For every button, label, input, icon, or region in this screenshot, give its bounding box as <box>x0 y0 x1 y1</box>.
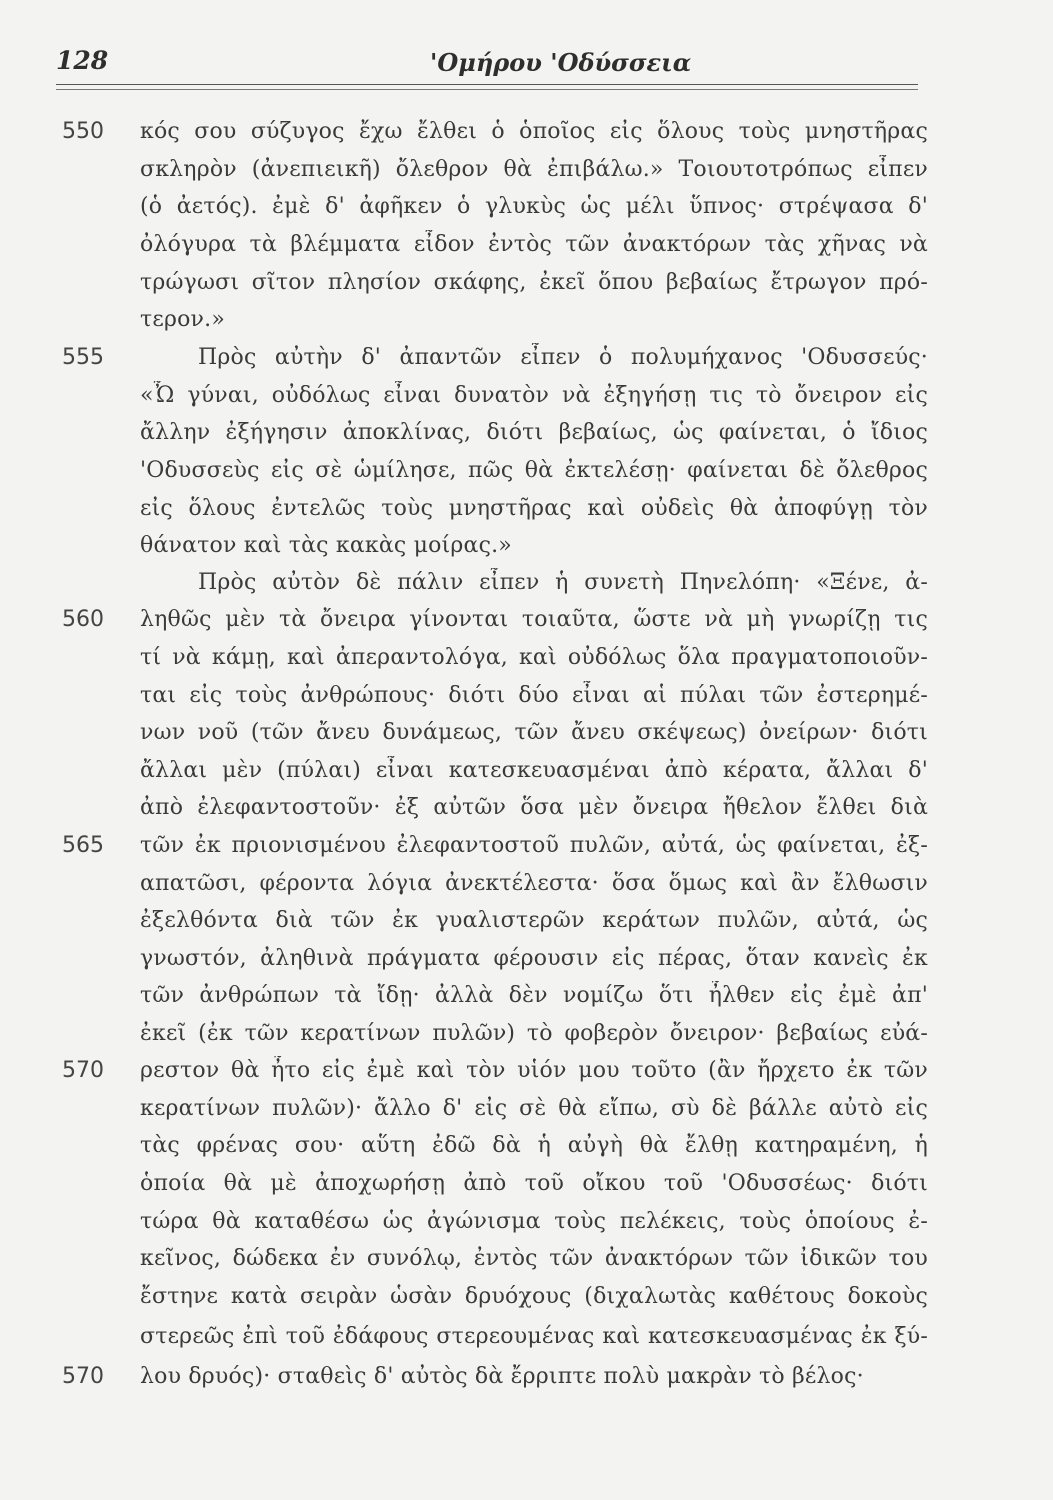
line-number: 550 <box>62 119 104 144</box>
text-line: ὀλόγυρα τὰ βλέμματα εἶδον ἐντὸς τῶν ἀνακτόρων τὰς χῆνας νὰ <box>140 232 928 257</box>
text-line: κερατίνων πυλῶν)· ἄλλο δ' εἰς σὲ θὰ εἴπω, σὺ δὲ βάλλε αὐτὸ εἰς <box>140 1096 928 1121</box>
text-line: ἔστηνε κατὰ σειρὰν ὡσὰν δρυόχους (διχαλωτὰς καθέτους δοκοὺς <box>140 1284 928 1309</box>
line-number: 565 <box>62 833 104 858</box>
text-line: τῶν ἐκ πριονισμένου ἐλεφαντοστοῦ πυλῶν, αὐτά, ὡς φαίνεται, ἐξ- <box>140 833 928 858</box>
text-line: ται εἰς τοὺς ἀνθρώπους· διότι δύο εἶναι αἱ πύλαι τῶν ἐστερημέ- <box>140 683 928 708</box>
text-line: τώρα θὰ καταθέσω ὡς ἀγώνισμα τοὺς πελέκεις, τοὺς ὁποίους ἐ- <box>140 1209 928 1234</box>
text-line: τῶν ἀνθρώπων τὰ ἴδῃ· ἀλλὰ δὲν νομίζω ὅτι ἦλθεν εἰς ἐμὲ ἀπ' <box>140 983 928 1008</box>
text-line: λου δρυός)· σταθεὶς δ' αὐτὸς δὰ ἔρριπτε πολὺ μακρὰν τὸ βέλος· <box>140 1364 864 1389</box>
text-line: ὁποία θὰ μὲ ἀποχωρήσῃ ἀπὸ τοῦ οἴκου τοῦ 'Οδυσσέως· διότι <box>140 1171 928 1196</box>
text-line: Πρὸς αὐτὸν δὲ πάλιν εἶπεν ἡ συνετὴ Πηνελόπη· «Ξένε, ἀ- <box>198 570 928 595</box>
text-line: απατῶσι, φέροντα λόγια ἀνεκτέλεστα· ὅσα ὅμως καὶ ἂν ἔλθωσιν <box>140 871 928 896</box>
line-number: 560 <box>62 607 104 632</box>
text-line: ληθῶς μὲν τὰ ὄνειρα γίνονται τοιαῦτα, ὥστε νὰ μὴ γνωρίζῃ τις <box>140 607 928 632</box>
text-line: «Ὦ γύναι, οὐδόλως εἶναι δυνατὸν νὰ ἐξηγήσῃ τις τὸ ὄνειρον εἰς <box>140 383 928 408</box>
text-line: ἄλλαι μὲν (πύλαι) εἶναι κατεσκευασμέναι ἀπὸ κέρατα, ἄλλαι δ' <box>140 758 928 783</box>
text-line: 'Οδυσσεὺς εἰς σὲ ὡμίλησε, πῶς θὰ ἐκτελέσῃ· φαίνεται δὲ ὄλεθρος <box>140 458 928 483</box>
running-title: 'Ομήρου 'Οδύσσεια <box>430 48 692 77</box>
text-line: κεῖνος, δώδεκα ἐν συνόλῳ, ἐντὸς τῶν ἀνακτόρων τῶν ἰδικῶν του <box>140 1246 928 1271</box>
text-line: στερεῶς ἐπὶ τοῦ ἐδάφους στερεουμένας καὶ κατεσκευασμένας ἐκ ξύ- <box>140 1324 928 1349</box>
text-line: Πρὸς αὐτὴν δ' ἀπαντῶν εἶπεν ὁ πολυμήχανος 'Οδυσσεύς· <box>198 345 928 370</box>
text-line: (ὁ ἀετός). ἐμὲ δ' ἀφῆκεν ὁ γλυκὺς ὡς μέλι ὕπνος· στρέψασα δ' <box>140 194 928 219</box>
line-number: 570 <box>62 1364 104 1389</box>
text-line: ἐκεῖ (ἐκ τῶν κερατίνων πυλῶν) τὸ φοβερὸν ὄνειρον· βεβαίως εὐά- <box>140 1021 928 1046</box>
text-line: ἐξελθόντα διὰ τῶν ἐκ γυαλιστερῶν κεράτων πυλῶν, αὐτά, ὡς <box>140 908 928 933</box>
text-line: γνωστόν, ἀληθινὰ πράγματα φέρουσιν εἰς πέρας, ὅταν κανεὶς ἐκ <box>140 946 928 971</box>
text-line: εἰς ὅλους ἐντελῶς τοὺς μνηστῆρας καὶ οὐδεὶς θὰ ἀποφύγῃ τὸν <box>140 496 928 521</box>
text-line: τερον.» <box>140 307 225 332</box>
text-line: νων νοῦ (τῶν ἄνευ δυνάμεως, τῶν ἄνευ σκέψεως) ὀνείρων· διότι <box>140 720 928 745</box>
line-number: 570 <box>62 1058 104 1083</box>
text-line: σκληρὸν (ἀνεπιεικῆ) ὄλεθρον θὰ ἐπιβάλω.» Τοιουτοτρόπως εἶπεν <box>140 157 928 182</box>
line-number: 555 <box>62 345 104 370</box>
text-line: τί νὰ κάμῃ, καὶ ἀπεραντολόγα, καὶ οὐδόλως ὅλα πραγματοποιοῦν- <box>140 645 928 670</box>
text-line: ρεστον θὰ ἦτο εἰς ἐμὲ καὶ τὸν υἱόν μου τοῦτο (ἂν ἤρχετο ἐκ τῶν <box>140 1058 928 1083</box>
text-line: τρώγωσι σῖτον πλησίον σκάφης, ἐκεῖ ὅπου βεβαίως ἔτρωγον πρό- <box>140 270 928 295</box>
page-number: 128 <box>56 46 109 75</box>
text-line: ἀπὸ ἐλεφαντοστοῦν· ἐξ αὐτῶν ὅσα μὲν ὄνειρα ἤθελον ἔλθει διὰ <box>140 795 928 820</box>
text-line: θάνατον καὶ τὰς κακὰς μοίρας.» <box>140 533 512 558</box>
text-line: τὰς φρένας σου· αὕτη ἐδῶ δὰ ἡ αὐγὴ θὰ ἔλθῃ κατηραμένη, ἡ <box>140 1133 928 1158</box>
text-line: κός σου σύζυγος ἔχω ἔλθει ὁ ὁποῖος εἰς ὅλους τοὺς μνηστῆρας <box>140 119 928 144</box>
text-line: ἄλλην ἐξήγησιν ἀποκλίνας, διότι βεβαίως, ὡς φαίνεται, ὁ ἴδιος <box>140 420 928 445</box>
